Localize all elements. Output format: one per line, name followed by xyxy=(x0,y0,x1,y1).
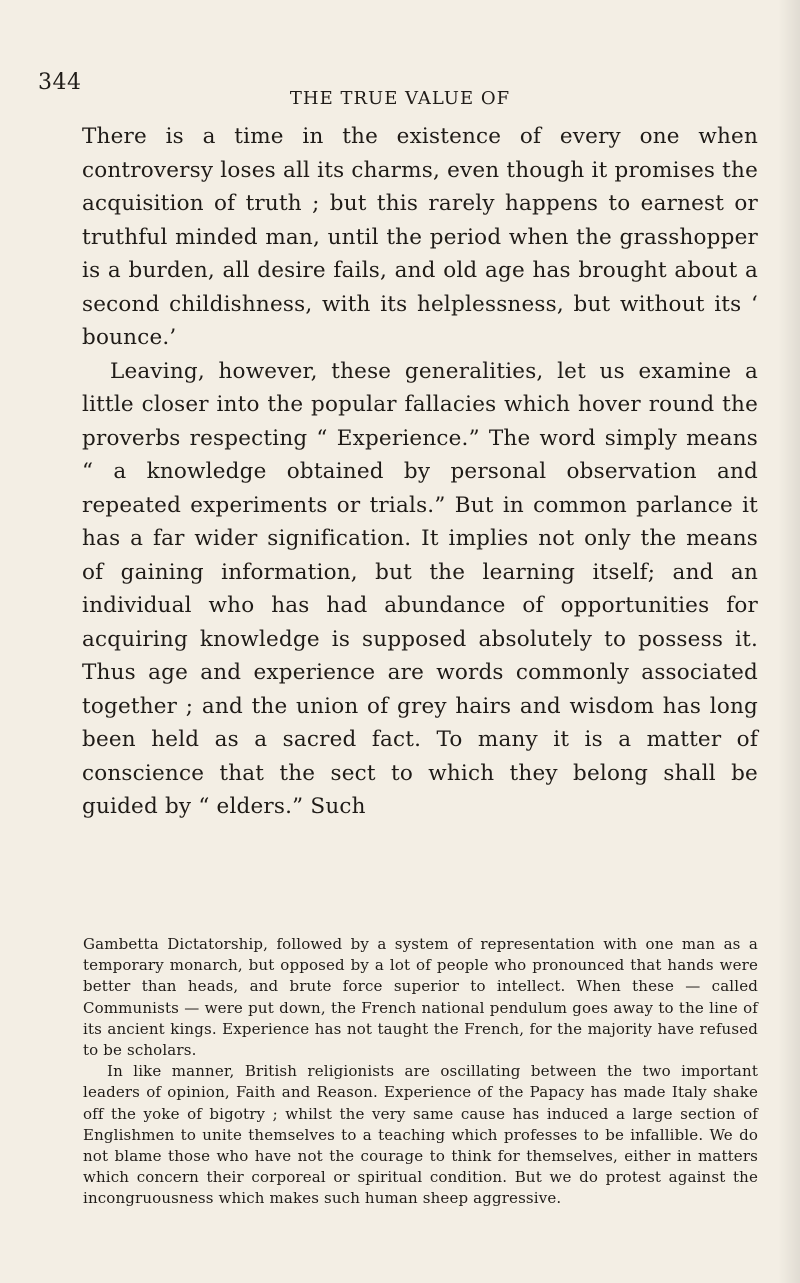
main-text xyxy=(82,120,758,824)
running-title: THE TRUE VALUE OF xyxy=(289,88,511,109)
footnote-block xyxy=(83,934,758,1210)
page-number: 344 xyxy=(38,70,82,95)
footnote-paragraph-2: In like manner, British religionists are oscillating between the two important leaders of opinion, Faith and Reason. Experience of the Papacy has made Italy shake off the yoke of bigotry ; whilst the very same cause has induced a large section of Englishmen to unite themselves to a teaching which professes to be infallible. We do not blame those who have not the courage to think for themselves, either in matters which concern their corporeal or spiritual condition. But we do protest against the incongruousness which makes such human sheep aggressive. xyxy=(83,1062,758,1208)
body-paragraph-1: There is a time in the existence of every one when controversy loses all its charms, even though it promises the acquisition of truth ; but this rarely happens to earnest or truthful minded man, until the period when the grasshopper is a burden, all desire fails, and old age has brought about a second childishness, with its helplessness, but without its ‘ bounce.’ xyxy=(82,124,758,350)
body-paragraph-2: Leaving, however, these generalities, let us examine a little closer into the popular fallacies which hover round the proverbs respecting “ Experience.” The word simply means “ a knowledge obtained by personal observation and repeated experiments or trials.” But in common parlance it has a far wider signification. It implies not only the means of gaining information, but the learning itself; and an individual who has had abundance of opportunities for acquiring knowledge is supposed absolutely to possess it. Thus age and experience are words commonly associated together ; and the union of grey hairs and wisdom has long been held as a sacred fact. To many it is a matter of conscience that the sect to which they belong shall be guided by “ elders.” Such xyxy=(82,358,758,819)
page-edge-shadow xyxy=(778,0,800,1283)
footnote-paragraph-1: Gambetta Dictatorship, followed by a system of representation with one man as a temporary monarch, but opposed by a lot of people who pronounced that hands were better than heads, and brute force superior to intellect. When these — called Communists — were put down, the French national pendulum goes away to the line of its ancient kings. Experience has not taught the French, for the majority have refused to be scholars. xyxy=(83,935,758,1060)
